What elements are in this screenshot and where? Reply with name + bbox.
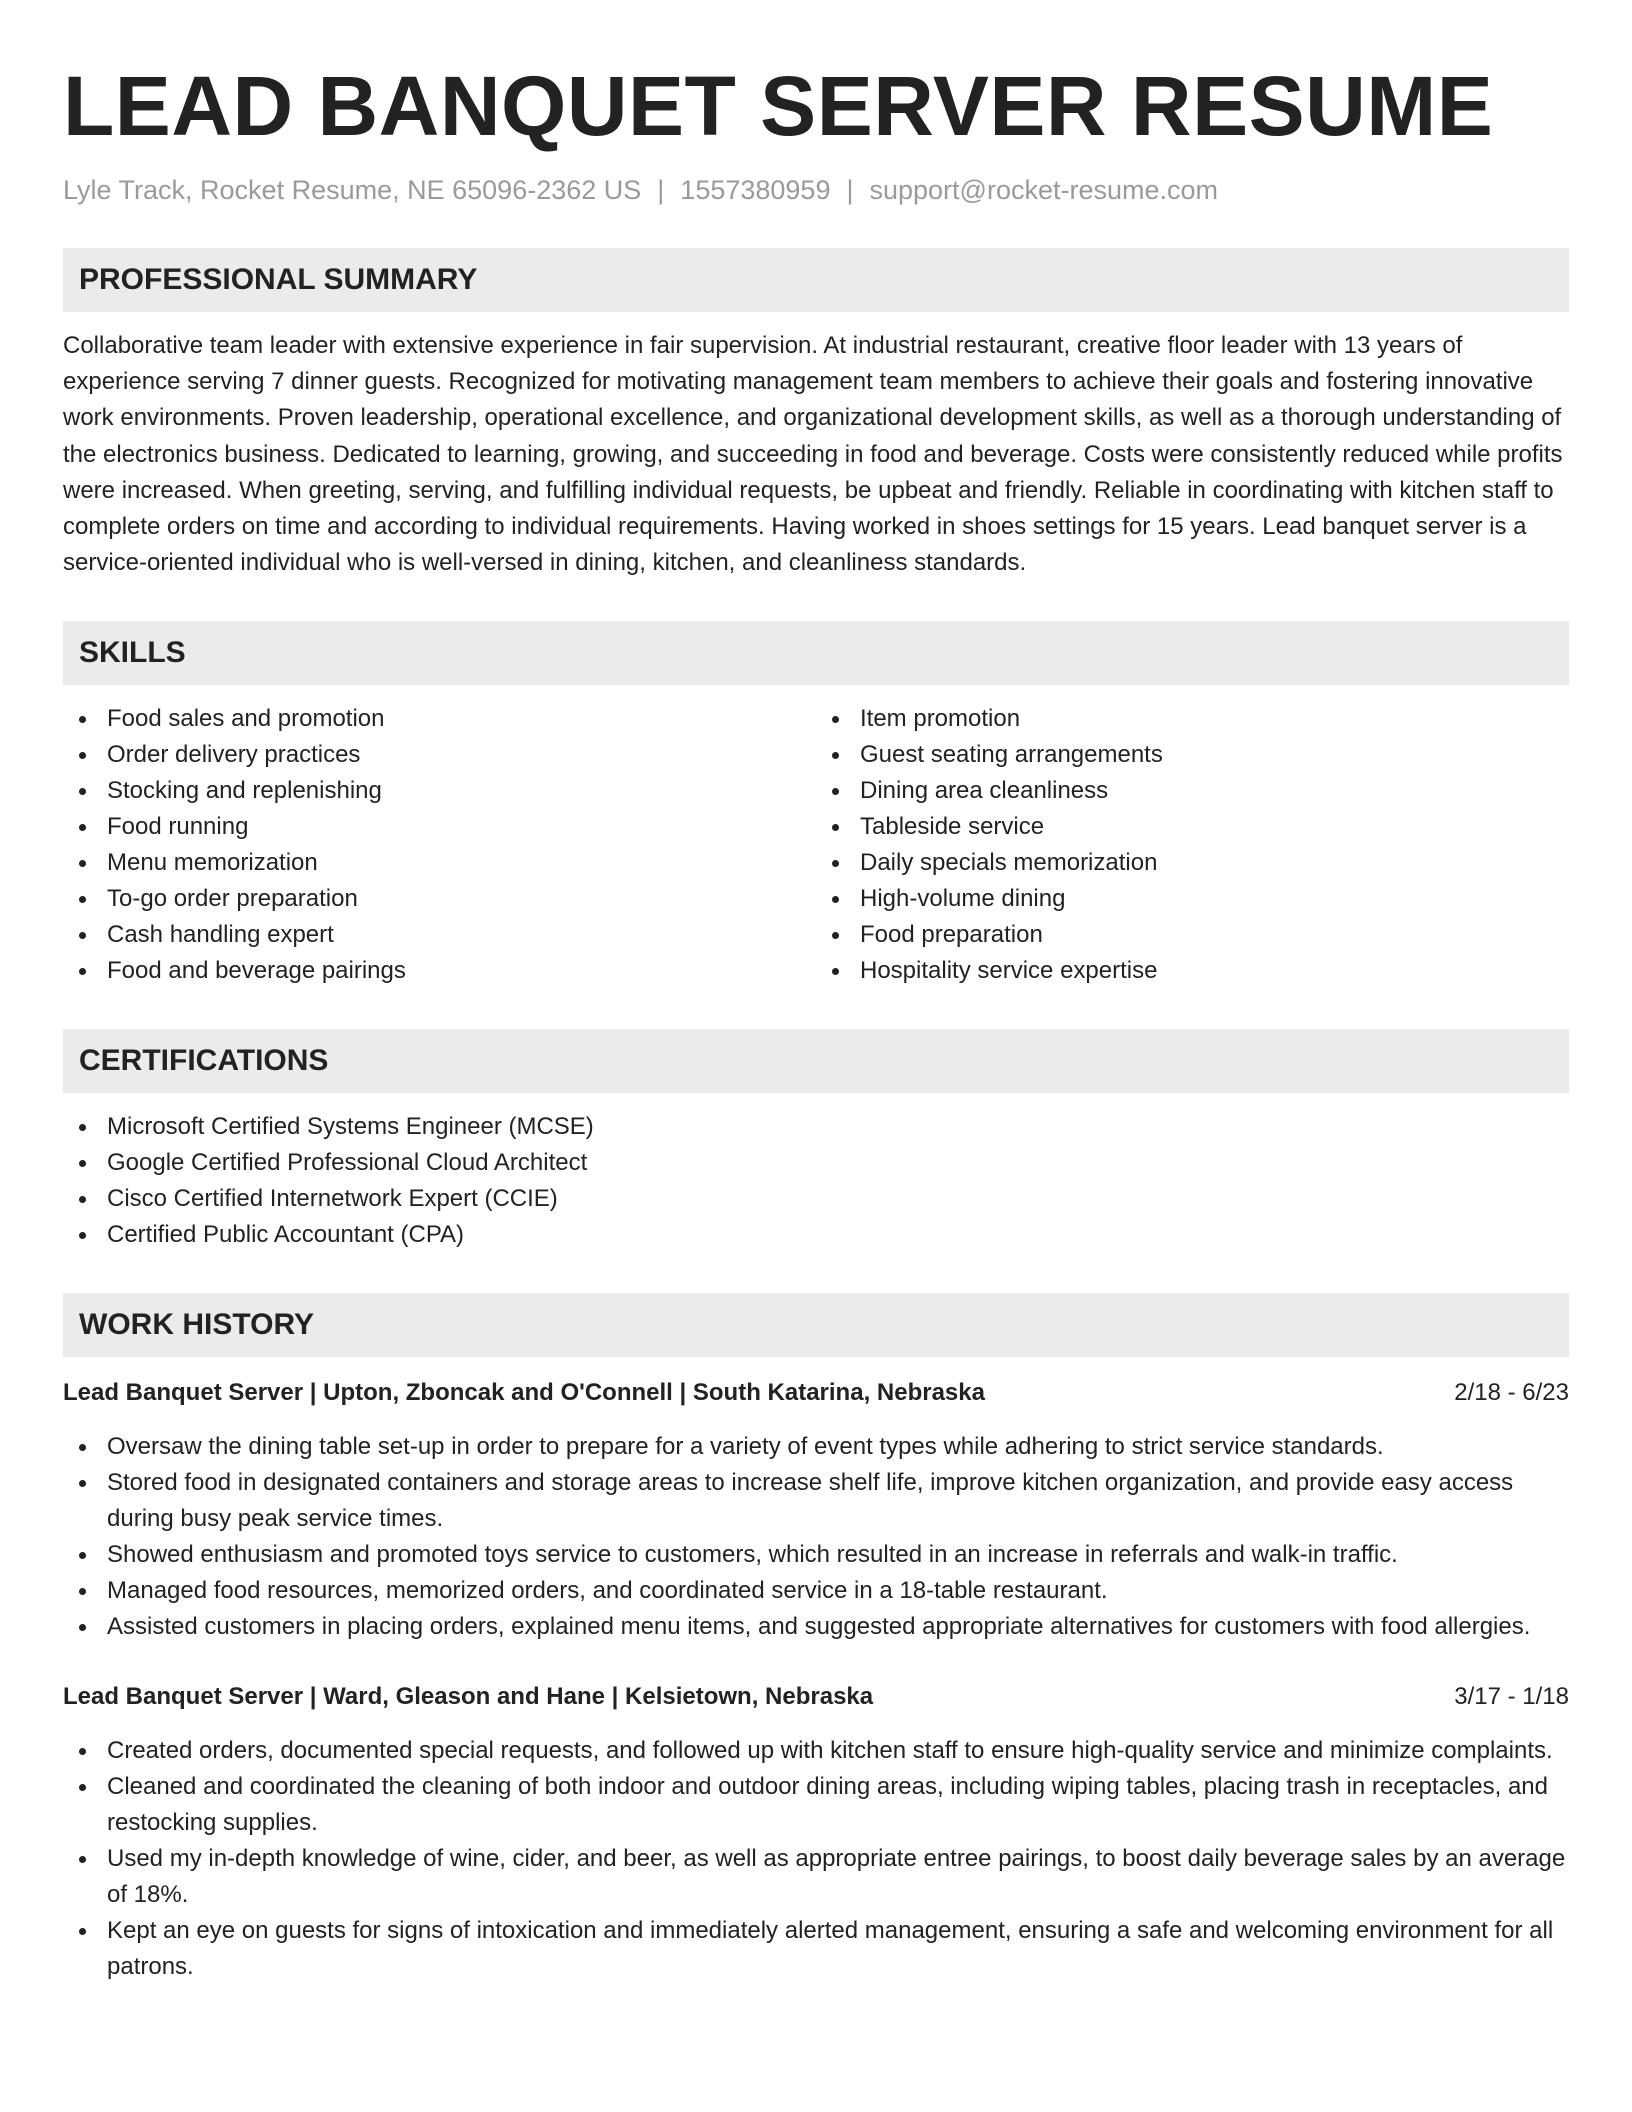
contact-email: support@rocket-resume.com [869,175,1219,205]
skill-item: Dining area cleanliness [816,773,1569,809]
certification-item: Google Certified Professional Cloud Architect [63,1145,1569,1181]
job-bullet: Oversaw the dining table set-up in order to prepare for a variety of event types while adhering to strict service standards. [63,1429,1569,1465]
contact-phone: 1557380959 [680,175,831,205]
skill-item: Order delivery practices [63,737,816,773]
skill-item: Food sales and promotion [63,701,816,737]
job-entry [63,1679,1569,1985]
job-bullet: Managed food resources, memorized orders, and coordinated service in a 18-table restaurant. [63,1573,1569,1609]
skill-item: Food running [63,809,816,845]
skill-item: To-go order preparation [63,881,816,917]
skill-item: Tableside service [816,809,1569,845]
skill-item: Hospitality service expertise [816,953,1569,989]
job-title-line: Lead Banquet Server | Ward, Gleason and Hane | Kelsietown, Nebraska [63,1683,874,1711]
skill-item: Food and beverage pairings [63,953,816,989]
section-heading-certifications: CERTIFICATIONS [63,1029,1569,1093]
certification-item: Certified Public Accountant (CPA) [63,1217,1569,1253]
job-bullet: Cleaned and coordinated the cleaning of both indoor and outdoor dining areas, including wiping tables, placing trash in receptacles, and restocking supplies. [63,1769,1569,1841]
summary-text: Collaborative team leader with extensive experience in fair supervision. At industrial restaurant, creative floor leader with 13 years of experience serving 7 dinner guests. Recognized for motivating management team members to achieve their goals and fostering innovative work environments. Proven leadership, operational excellence, and organizational development skills, as well as a thorough understanding of the electronics business. Dedicated to learning, growing, and succeeding in food and beverage. Costs were consistently reduced while profits were increased. When greeting, serving, and fulfilling individual requests, be upbeat and friendly. Reliable in coordinating with kitchen staff to complete orders on time and according to individual requirements. Having worked in shoes settings for 15 years. Lead banquet server is a service-oriented individual who is well-versed in dining, kitchen, and cleanliness standards. [63,332,1563,577]
skill-item: Item promotion [816,701,1569,737]
job-entry [63,1375,1569,1645]
job-dates: 2/18 - 6/23 [1454,1379,1569,1407]
skill-item: Guest seating arrangements [816,737,1569,773]
job-bullet: Created orders, documented special requests, and followed up with kitchen staff to ensure high-quality service and minimize complaints. [63,1733,1569,1769]
contact-line [63,172,1569,208]
certifications-list [63,1109,1569,1253]
job-bullets [63,1429,1569,1645]
job-bullet: Assisted customers in placing orders, explained menu items, and suggested appropriate alternatives for customers with food allergies. [63,1609,1569,1645]
skill-item: Menu memorization [63,845,816,881]
job-bullets [63,1733,1569,1985]
skill-item: Stocking and replenishing [63,773,816,809]
job-bullet: Showed enthusiasm and promoted toys service to customers, which resulted in an increase in referrals and walk-in traffic. [63,1537,1569,1573]
skill-item: Cash handling expert [63,917,816,953]
job-bullet: Used my in-depth knowledge of wine, cider, and beer, as well as appropriate entree pairings, to boost daily beverage sales by an average of 18%. [63,1841,1569,1913]
job-dates: 3/17 - 1/18 [1454,1683,1569,1711]
skills-list-left [63,701,816,989]
resume-title: LEAD BANQUET SERVER RESUME [63,59,1494,153]
contact-separator: | [657,175,665,205]
job-header [63,1375,1569,1411]
certification-item: Microsoft Certified Systems Engineer (MCSE) [63,1109,1569,1145]
section-heading-skills: SKILLS [63,621,1569,685]
job-bullet: Kept an eye on guests for signs of intoxication and immediately alerted management, ensuring a safe and welcoming environment for all patrons. [63,1913,1569,1985]
certification-item: Cisco Certified Internetwork Expert (CCIE) [63,1181,1569,1217]
section-heading-work-history: WORK HISTORY [63,1293,1569,1357]
skill-item: Food preparation [816,917,1569,953]
contact-address: Lyle Track, Rocket Resume, NE 65096-2362 US [63,175,642,205]
skill-item: Daily specials memorization [816,845,1569,881]
section-heading-summary: PROFESSIONAL SUMMARY [63,248,1569,312]
job-title-line: Lead Banquet Server | Upton, Zboncak and O'Connell | South Katarina, Nebraska [63,1379,985,1407]
skills-columns [63,701,1569,989]
contact-separator: | [846,175,854,205]
job-bullet: Stored food in designated containers and storage areas to increase shelf life, improve kitchen organization, and provide easy access during busy peak service times. [63,1465,1569,1537]
job-header [63,1679,1569,1715]
skill-item: High-volume dining [816,881,1569,917]
skills-list-right [816,701,1569,989]
